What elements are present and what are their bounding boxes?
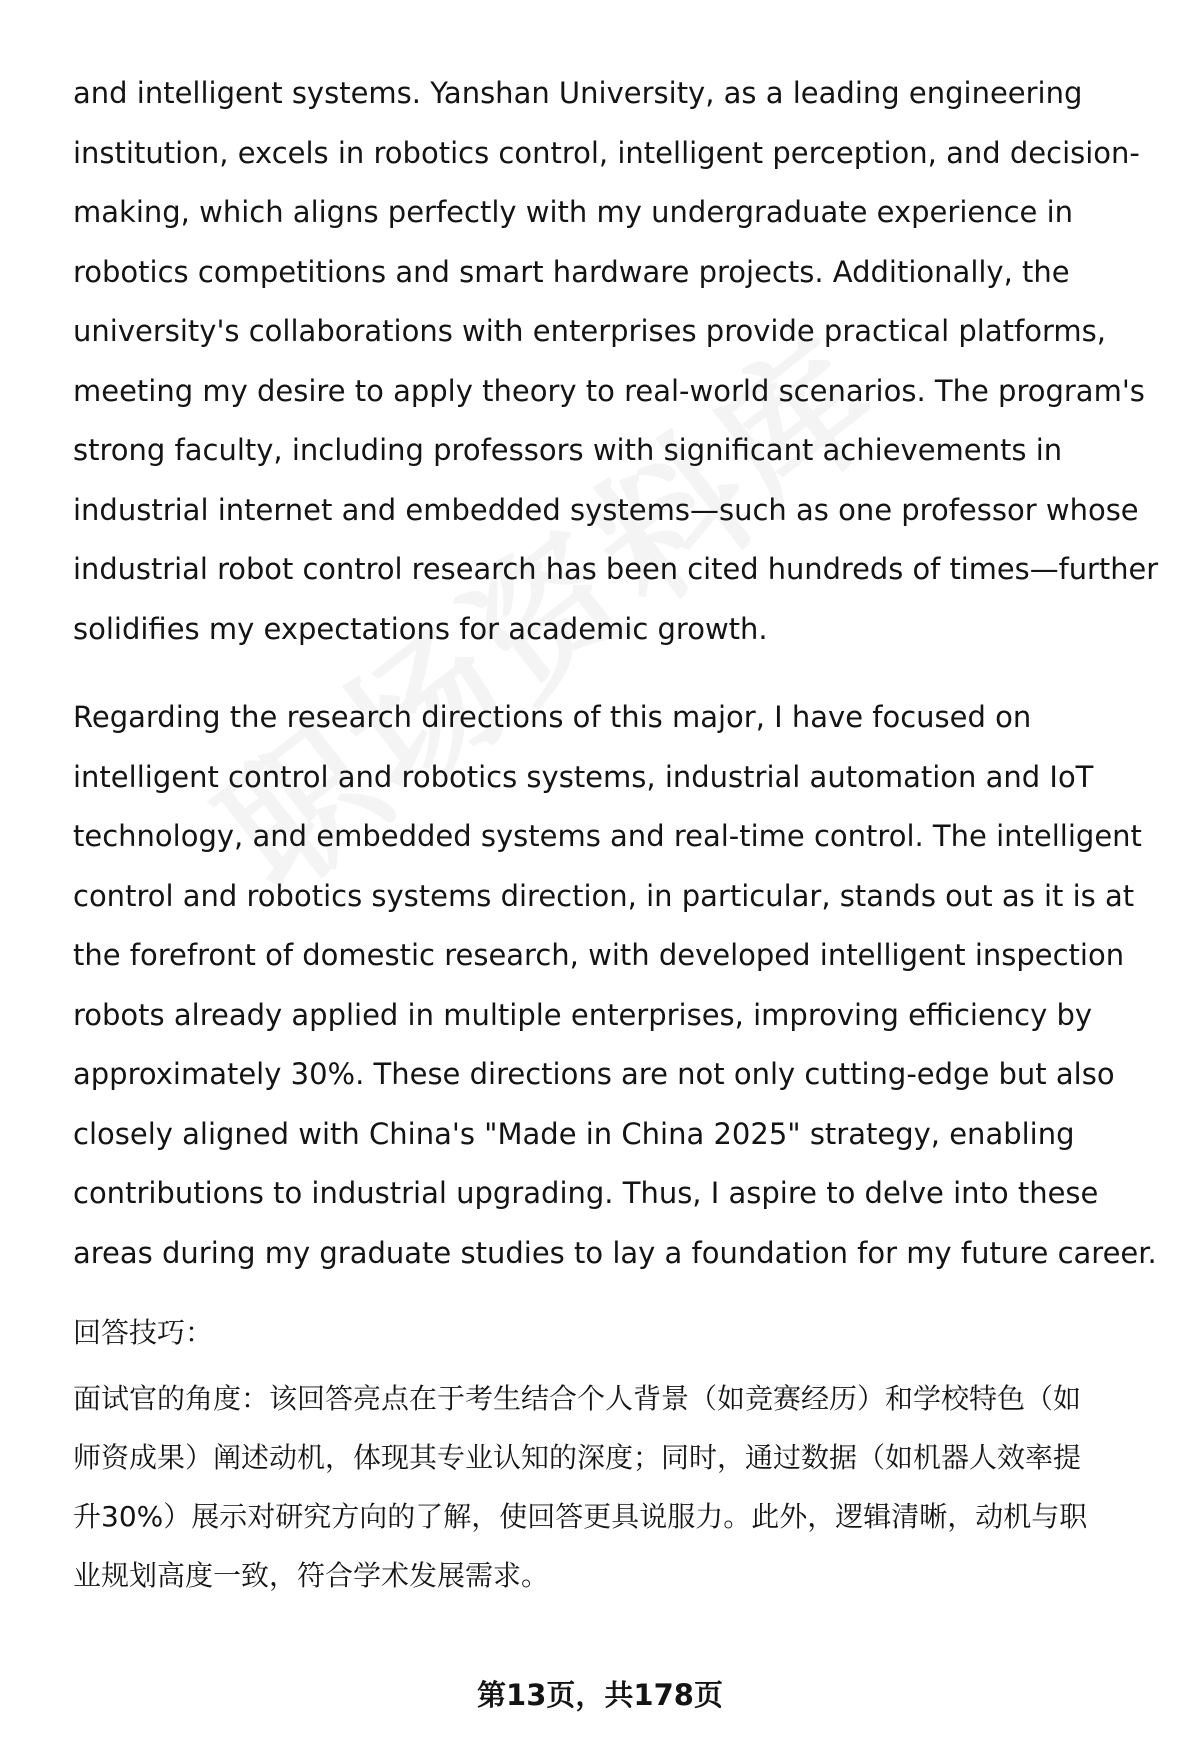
text-line: robotics competitions and smart hardware projects. Additionally, the bbox=[73, 254, 1070, 289]
tips-line: 师资成果）阐述动机，体现其专业认知的深度；同时，通过数据（如机器人效率提 bbox=[73, 1441, 1082, 1474]
text-line: areas during my graduate studies to lay a foundation for my future career. bbox=[73, 1235, 1157, 1270]
tips-line: 升30%）展示对研究方向的了解，使回答更具说服力。此外，逻辑清晰，动机与职 bbox=[73, 1500, 1088, 1533]
answer-tips-section bbox=[73, 1313, 1153, 1605]
text-line: making, which aligns perfectly with my undergraduate experience in bbox=[73, 195, 1074, 229]
paragraph-2 bbox=[73, 688, 1157, 1283]
text-line: control and robotics systems direction, in particular, stands out as it is at bbox=[73, 878, 1135, 913]
text-line: Regarding the research directions of this major, I have focused on bbox=[73, 700, 1032, 734]
text-line: robots already applied in multiple enterprises, improving efficiency by bbox=[73, 997, 1093, 1032]
text-line: strong faculty, including professors with significant achievements in bbox=[73, 433, 1063, 467]
tips-line: 业规划高度一致，符合学术发展需求。 bbox=[73, 1559, 550, 1592]
text-line: solidifies my expectations for academic growth. bbox=[73, 611, 768, 646]
text-line: and intelligent systems. Yanshan University, as a leading engineering bbox=[73, 76, 1083, 110]
text-line: university's collaborations with enterprises provide practical platforms, bbox=[73, 314, 1106, 348]
page-number-footer: 第13页，共178页 bbox=[477, 1678, 723, 1712]
text-line: intelligent control and robotics systems, industrial automation and IoT bbox=[73, 759, 1094, 794]
text-line: contributions to industrial upgrading. Thus, I aspire to delve into these bbox=[73, 1176, 1099, 1210]
tips-body bbox=[73, 1369, 1153, 1605]
text-line: technology, and embedded systems and real-time control. The intelligent bbox=[73, 819, 1142, 853]
text-line: industrial robot control research has been cited hundreds of times—further bbox=[73, 552, 1159, 586]
text-line: closely aligned with China's "Made in China 2025" strategy, enabling bbox=[73, 1116, 1075, 1151]
paragraph-1 bbox=[73, 64, 1159, 659]
tips-line: 面试官的角度：该回答亮点在于考生结合个人背景（如竞赛经历）和学校特色（如 bbox=[73, 1382, 1082, 1415]
text-line: the forefront of domestic research, with developed intelligent inspection bbox=[73, 938, 1125, 972]
tips-heading: 回答技巧： bbox=[73, 1316, 214, 1349]
text-line: approximately 30%. These directions are not only cutting-edge but also bbox=[73, 1057, 1115, 1091]
text-line: industrial internet and embedded systems—such as one professor whose bbox=[73, 492, 1139, 527]
text-line: meeting my desire to apply theory to real-world scenarios. The program's bbox=[73, 373, 1145, 408]
text-line: institution, excels in robotics control, intelligent perception, and decision- bbox=[73, 135, 1140, 170]
main-content bbox=[73, 64, 1159, 1283]
